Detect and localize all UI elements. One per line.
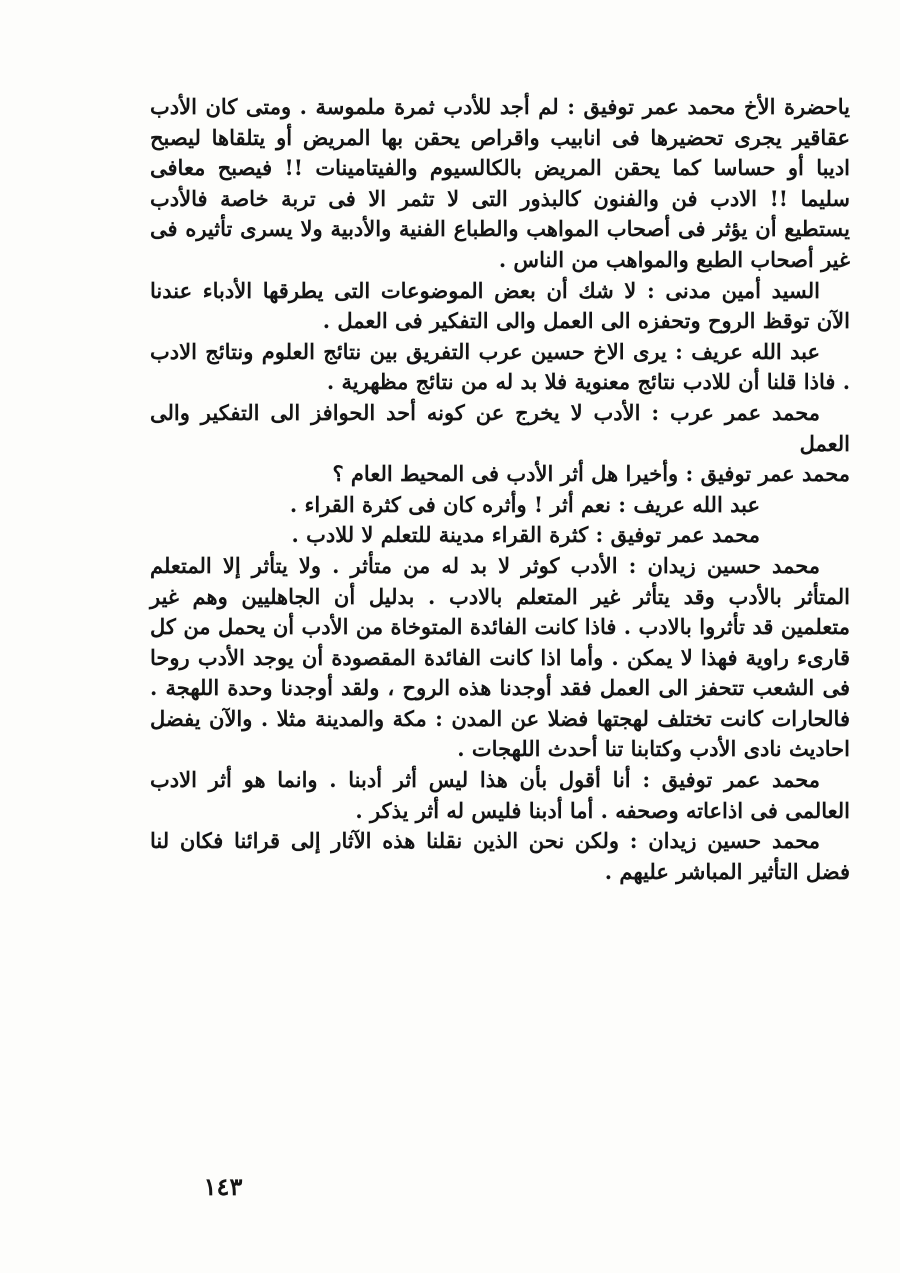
page-number: ١٤٣ bbox=[203, 1172, 243, 1201]
paragraph-6: عبد الله عريف : نعم أثر ! وأثره كان فى كثرة القراء . bbox=[289, 491, 760, 517]
discussion-text bbox=[150, 92, 850, 887]
paragraph-2: السيد أمين مدنى : لا شك أن بعض الموضوعات التى يطرقها الأدباء عندنا الآن توقظ الروح وتحفزه الى العمل والى التفكير فى العمل . bbox=[150, 277, 850, 334]
paragraph-7: محمد عمر توفيق : كثرة القراء مدينة للتعلم لا للادب . bbox=[291, 522, 760, 548]
paragraph-10: محمد حسين زيدان : ولكن نحن الذين نقلنا هذه الآثار إلى قرائنا فكان لنا فضل التأثير المباشر عليهم . bbox=[150, 828, 850, 884]
paragraph-1: ياحضرة الأخ محمد عمر توفيق : لم أجد للأدب ثمرة ملموسة . ومتى كان الأدب عقاقير يجرى تحضيرها فى انابيب واقراص يحقن بها المريض أو يتلقاها ليصبح اديبا أو حساسا كما يحقن المريض بالكالسيوم والفيتامينات !! فيصبح معافى سليما !! الادب فن والفنون كالبذور التى لا تثمر الا فى تربة خاصة فالأدب يستطيع أن يؤثر فى أصحاب المواهب والطباع الفنية والأدبية ولا يسرى تأثيره فى غير أصحاب الطبع والمواهب من الناس . bbox=[150, 94, 850, 272]
paragraph-4: محمد عمر عرب : الأدب لا يخرج عن كونه أحد الحوافز الى التفكير والى العمل bbox=[150, 399, 850, 456]
paragraph-8: محمد حسين زيدان : الأدب كوثر لا بد له من متأثر . ولا يتأثر إلا المتعلم المتأثر بالأدب وقد يتأثر غير المتعلم بالادب . بدليل أن الجاهليين وهم غير متعلمين قد تأثروا بالادب . فاذا كانت الفائدة المتوخاة من الأدب أن يحمل من كل قارىء راوية فهذا لا يمكن . وأما اذا كانت الفائدة المقصودة أن يوجد الأدب روحا فى الشعب تتحفز الى العمل فقد أوجدنا هذه الروح ، ولقد أوجدنا وحدة اللهجة . فالحارات كانت تختلف لهجتها فضلا عن المدن : مكة والمدينة مثلا . والآن يفضل احاديث نادى الأدب وكتابنا تنا أحدث اللهجات . bbox=[150, 552, 850, 762]
paragraph-9: محمد عمر توفيق : أنا أقول بأن هذا ليس أثر أدبنا . وانما هو أثر الادب العالمى فى اذاعاته وصحفه . أما أدبنا فليس له أثر يذكر . bbox=[150, 767, 850, 823]
paragraph-3: عبد الله عريف : يرى الاخ حسين عرب التفريق بين نتائج العلوم ونتائج الادب . فاذا قلنا أن للادب نتائج معنوية فلا بد له من نتائج مظهرية . bbox=[150, 338, 850, 395]
paragraph-5: محمد عمر توفيق : وأخيرا هل أثر الأدب فى المحيط العام ؟ bbox=[332, 461, 850, 487]
